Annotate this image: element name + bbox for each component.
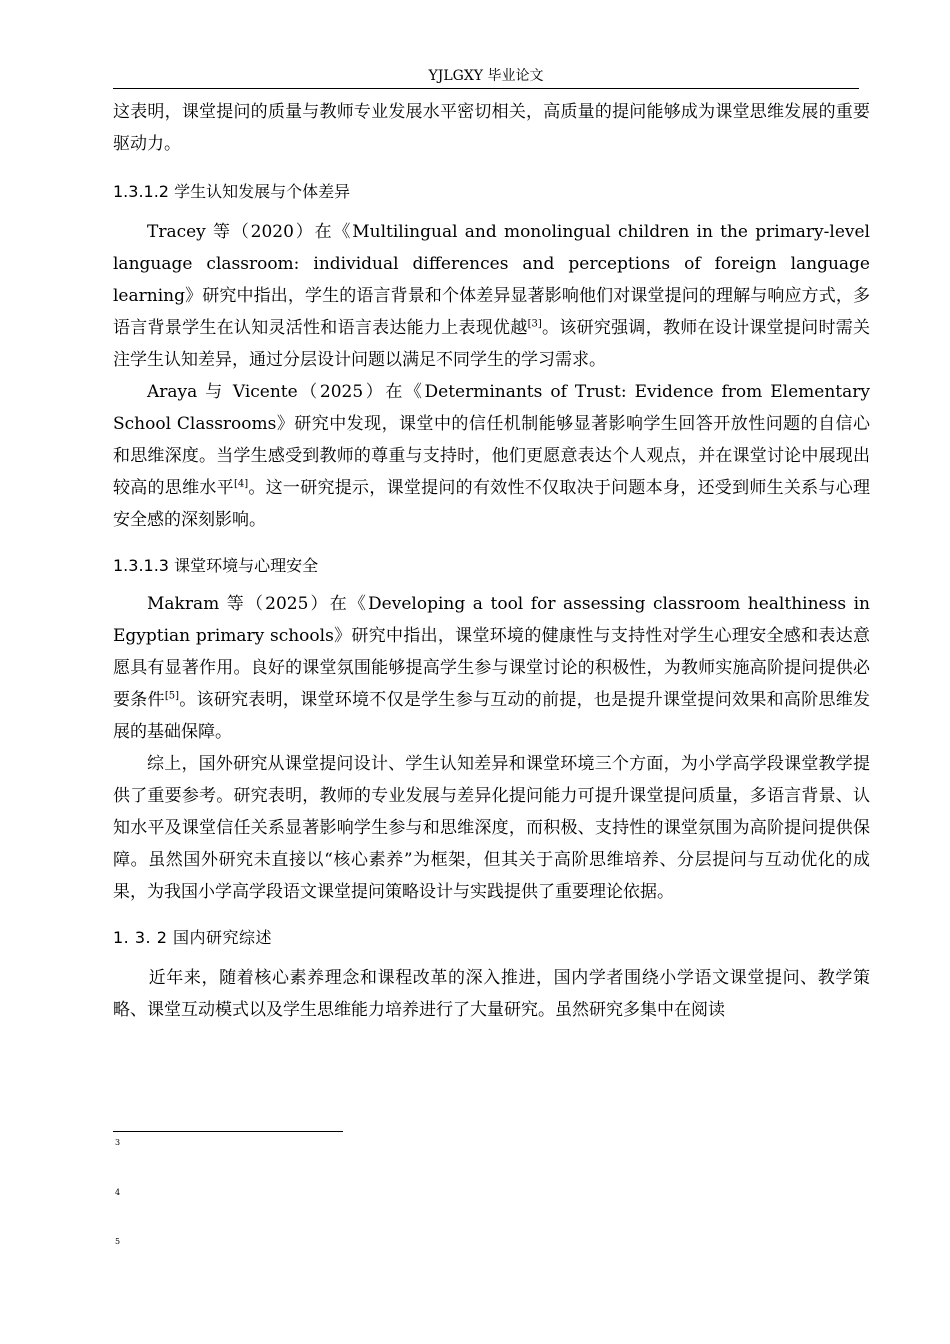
paragraph-araya bbox=[113, 376, 870, 536]
document-body bbox=[113, 96, 870, 1026]
footnote-4: 4 bbox=[115, 1188, 121, 1197]
paragraph-text: 。这一研究提示，课堂提问的有效性不仅取决于问题本身，还受到师生关系与心理安全感的深刻影响。 bbox=[113, 478, 871, 530]
section-heading-1-3-1-3: 1.3.1.3 课堂环境与心理安全 bbox=[113, 556, 319, 575]
paragraph-summary: 综上，国外研究从课堂提问设计、学生认知差异和课堂环境三个方面，为小学高学段课堂教学提供了重要参考。研究表明，教师的专业发展与差异化提问能力可提升课堂提问质量，多语言背景、认知水平及课堂信任关系显著影响学生参与和思维深度，而积极、支持性的课堂氛围为高阶提问提供保障。虽然国外研究未直接以“核心素养”为框架，但其关于高阶思维培养、分层提问与互动优化的成果，为我国小学高学段语文课堂提问策略设计与实践提供了重要理论依据。 bbox=[113, 754, 870, 902]
running-header: YJLGXY 毕业论文 bbox=[113, 64, 859, 89]
paragraph-domestic-review: 近年来，随着核心素养理念和课程改革的深入推进，国内学者围绕小学语文课堂提问、教学策略、课堂互动模式以及学生思维能力培养进行了大量研究。虽然研究多集中在阅读 bbox=[113, 968, 870, 1020]
paragraph-text: Tracey 等（2020）在《Multilingual and monolingual children in the primary-level language classroom: individual differences and perceptions of foreign language learning》研究中指出，学生的语言背景和个体差异显著影响他们对课堂提问的理解与响应方式，多语言背景学生在认知灵活性和语言表达能力上表现优越 bbox=[113, 222, 870, 338]
paragraph-text: Araya 与 Vicente（2025）在《Determinants of Trust: Evidence from Elementary School Classrooms》研究中发现，课堂中的信任机制能够显著影响学生回答开放性问题的自信心和思维深度。当学生感受到教师的尊重与支持时，他们更愿意表达个人观点，并在课堂讨论中展现出较高的思维水平 bbox=[113, 382, 870, 498]
citation-ref-5: [5] bbox=[164, 690, 179, 702]
citation-ref-4: [4] bbox=[233, 478, 249, 490]
paragraph-text: 。该研究表明，课堂环境不仅是学生参与互动的前提，也是提升课堂提问效果和高阶思维发展的基础保障。 bbox=[113, 690, 871, 742]
paragraph-text: 。该研究强调，教师在设计课堂提问时需关注学生认知差异，通过分层设计问题以满足不同学生的学习需求。 bbox=[113, 318, 871, 370]
citation-ref-3: [3] bbox=[527, 318, 542, 330]
paragraph-makram bbox=[113, 588, 870, 748]
paragraph-tracey bbox=[113, 216, 870, 376]
footnote-separator bbox=[113, 1131, 343, 1132]
section-heading-1-3-1-2: 1.3.1.2 学生认知发展与个体差异 bbox=[113, 182, 351, 201]
footnote-3: 3 bbox=[115, 1138, 121, 1147]
paragraph-continuation: 这表明，课堂提问的质量与教师专业发展水平密切相关，高质量的提问能够成为课堂思维发展的重要驱动力。 bbox=[113, 102, 870, 154]
footnote-5: 5 bbox=[115, 1237, 121, 1246]
section-heading-1-3-2: 1. 3. 2 国内研究综述 bbox=[113, 928, 272, 947]
paragraph-text: Makram 等（2025）在《Developing a tool for assessing classroom healthiness in Egyptian primary schools》研究中指出，课堂环境的健康性与支持性对学生心理安全感和表达意愿具有显著作用。良好的课堂氛围能够提高学生参与课堂讨论的积极性，为教师实施高阶提问提供必要条件 bbox=[113, 594, 870, 710]
